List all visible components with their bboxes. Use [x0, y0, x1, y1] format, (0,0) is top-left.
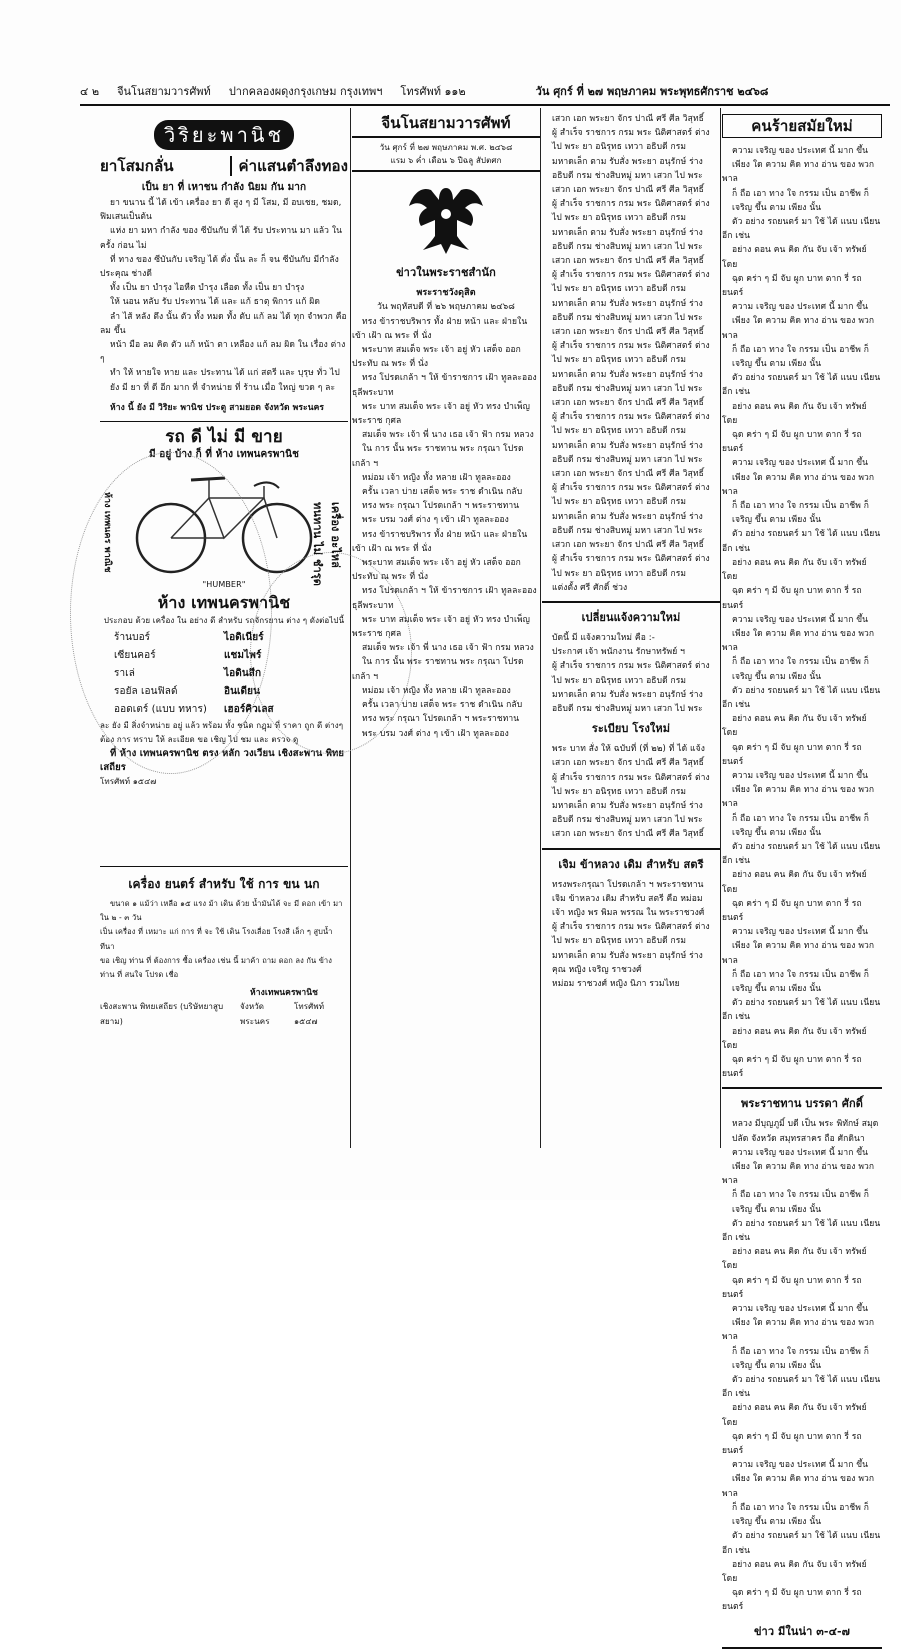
body-line: ยัง มี ยา ที่ ดี อีก มาก ที่ จำหน่าย ที่ ร้าน เมื่อ ใหญ่ ขวด ๆ ละ: [110, 382, 336, 393]
section-body: ทรงพระกรุณา โปรดเกล้า ฯ พระราชทาน: [552, 879, 704, 890]
spec-right: ไอดินสีก: [224, 667, 262, 679]
body-line: ใน การ นั้น พระ ราชทาน พระ กรุณา โปรดเกล้า ฯ: [352, 657, 524, 682]
body-line: อย่าง ตอน คน คิด กัน จับ เจ้า ทรัพย์ โดย: [722, 245, 867, 270]
body-line: เสวก เอก พระยา จักร ปาณี ศรี ศีล วิสุทธิ์: [552, 327, 704, 338]
spec-left: ร้านบอร์: [114, 631, 151, 643]
section-body: หลวง มีบุญภูมิ์ บดี เป็น พระ พิทักษ์ สมุด: [732, 1119, 879, 1130]
section-new-hall: ระเบียบ โรงใหม่: [591, 722, 671, 736]
body-line: ฉุด คร่า ๆ มี จับ ผูก บาท ตาก รี่ รถ ยนตร์: [722, 1275, 862, 1300]
body-line: มหาดเล็ก ตาม รับสั่ง พระยา อนุรักษ์ ร่าง: [552, 440, 703, 451]
body-line: หม่อม เจ้า หญิง ทั้ง หลาย เฝ้า ทูลละออง: [362, 685, 511, 696]
column-divider: [720, 108, 721, 1148]
body-line: ไป พระ ยา อนิรุทธ เทวา อธิบดี กรม: [552, 936, 687, 947]
body-line: เพียง ใด ความ คิด ทาง อ่าน ของ พวกพาล: [722, 1474, 875, 1499]
body-line: ห้าง นี้ ยัง มี วิริยะ พานิช ประตู สามยอด จังหวัด พระนคร: [110, 402, 325, 413]
body-line: อย่าง ตอน คน คิด กัน จับ เจ้า ทรัพย์ โดย: [722, 714, 867, 739]
body-line: ไป พระ ยา อนิรุทธ เทวา อธิบดี กรม: [552, 142, 687, 153]
machine-ad: [100, 866, 348, 1029]
body-line: เสวก เอก พระยา จักร ปาณี ศรี ศีล วิสุทธิ์: [552, 540, 704, 551]
body-line: ผู้ สำเร็จ ราชการ กรม พระ นิติศาสตร์ ต่าง: [552, 661, 710, 672]
body-line: แห่ง ยา มหา กำลัง ของ ซีบันกับ ที่ ได้ รับ ประทาน มา แล้ว ใน ครั้ง ก่อน ไม่: [100, 226, 343, 251]
body-line: ก็ ถือ เอา ทาง ใจ กรรม เป็น อาชีพ ก็: [732, 969, 869, 980]
tagline: เป็น ยา ที่ เหาชน กำลัง นิยม กัน มาก: [141, 182, 307, 193]
body-line: เพียง ใด ความ คิด ทาง อ่าน ของ พวกพาล: [722, 785, 875, 810]
body-line: ความ เจริญ ของ ประเทศ นี้ มาก ขึ้น: [732, 146, 869, 156]
body-line: ฉุด คร่า ๆ มี จับ ผูก บาท ตาก รี่ รถ ยนตร์: [722, 586, 862, 611]
body-line: เพียง ใด ความ คิด ทาง อ่าน ของ พวกพาล: [722, 628, 875, 654]
body-line: ตัว อย่าง รถยนตร์ มา ใช้ ได้ แนบ เนียน อีก เช่น: [722, 217, 881, 242]
body-line: อธิบดี กรม ช่างสิบหมู่ มหา เสวก ไป พระ: [552, 170, 703, 181]
body-line: ความ เจริญ ของ ประเทศ นี้ มาก ขึ้น: [732, 927, 869, 938]
body-line: ลำ ไส้ หลัง ตึง นั้น ตัว ทั้ง หมด ทั้ง ตับ แก้ ลม ได้ ทุก จำพวก คือ ลม ขึ้น: [100, 311, 347, 336]
dateline: วัน พฤหัสบดี ที่ ๒๖ พฤษภาคม ๒๔๖๘: [377, 302, 515, 313]
column-a: [100, 112, 348, 1112]
body-line: ก็ ถือ เอา ทาง ใจ กรรม เป็น อาชีพ ก็: [732, 501, 869, 512]
machine-ad-body: ขอ เชิญ ท่าน ที่ ต้องการ ซื้อ เครื่อง เช่น นี้ มาค้า ถาม ดอก ลง กัน ข้าง: [100, 955, 332, 965]
body-line: ทรง พระ กรุณา โปรดเกล้า ฯ พระราชทาน: [362, 501, 520, 512]
heading-modern-criminals: คนร้ายสมัยใหม่: [722, 114, 882, 138]
bicycle-ad-subtitle: มี อยู่ บ้าง ก็ ที่ ห้าง เทพนครพานิช: [149, 449, 299, 461]
body-line: ผู้ สำเร็จ ราชการ กรม พระ นิติศาสตร์ ต่าง: [552, 922, 710, 933]
section-royal-titles: พระราชทาน บรรดา ศักดิ์: [740, 1097, 864, 1111]
section-royal-attendants: เจิม ข้าหลวง เดิม สำหรับ สตรี: [558, 857, 704, 871]
body-line: ผู้ สำเร็จ ราชการ กรม พระ นิติศาสตร์ ต่าง: [552, 270, 710, 281]
body-line: พระบาท สมเด็จ พระ เจ้า อยู่ หัว เสด็จ ออก ประทับ ณ พระ ที่ นั่ง: [352, 345, 521, 370]
body-line: อธิบดี กรม ช่างสิบหมู่ มหา เสวก ไป พระ: [552, 241, 703, 252]
page-number: ๔ ๒: [80, 85, 100, 98]
body-line: เจริญ ขึ้น ตาม เพียง นั้น: [732, 1204, 822, 1215]
footer-line: คุณ หญิง เจริญ ราชวงศ์: [552, 964, 642, 975]
body-line: ผู้ สำเร็จ ราชการ กรม พระ นิติศาสตร์ ต่าง: [552, 483, 710, 494]
body-line: เสวก เอก พระยา จักร ปาณี ศรี ศีล วิสุทธิ์: [552, 114, 704, 124]
vertical-label-left: ห้าง เทพนคร พาณิช: [102, 492, 113, 573]
body-line: อธิบดี กรม ช่างสิบหมู่ มหา เสวก ไป พระ: [552, 454, 703, 465]
body-line: ความ เจริญ ของ ประเทศ นี้ มาก ขึ้น: [732, 1304, 869, 1315]
body-line: ความ เจริญ ของ ประเทศ นี้ มาก ขึ้น: [732, 302, 869, 313]
machine-ad-phone: โทรศัพท์ ๑๕๔๗: [294, 1002, 325, 1026]
body-line: ตัว อย่าง รถยนตร์ มา ใช้ ได้ แนบ เนียน อีก เช่น: [722, 685, 881, 710]
body-line: ความ เจริญ ของ ประเทศ นี้ มาก ขึ้น: [732, 614, 869, 625]
body-line: ทรง โปรดเกล้า ฯ ให้ ข้าราชการ เฝ้า ทูลละออง ธุลีพระบาท: [352, 373, 537, 398]
body-line: เสวก เอก พระยา จักร ปาณี ศรี ศีล วิสุทธิ์: [552, 185, 704, 196]
spec-left: เซียนคอร์: [114, 649, 156, 661]
footer-line: หม่อม ราชวงศ์ หญิง นิภา รวมไทย: [552, 978, 680, 989]
footer-rule: [722, 1647, 882, 1649]
phone: โทรศัพท์ ๑๑๒: [400, 85, 466, 98]
body-line: ไป พระ ยา อนิรุทธ เทวา อธิบดี กรม: [552, 213, 687, 224]
body-line: เจริญ ขึ้น ตาม เพียง นั้น: [732, 359, 822, 370]
body-line: เจริญ ขึ้น ตาม เพียง นั้น: [732, 827, 822, 838]
garuda-emblem-icon: [401, 180, 491, 260]
machine-ad-title: เครื่อง ยนตร์ สำหรับ ใช้ การ ขน นก: [128, 877, 320, 892]
body-line: ครั้น เวลา บ่าย เสด็จ พระ ราช ดำเนิน กลับ: [362, 700, 523, 711]
paper-date-line-1: วัน ศุกร์ ที่ ๒๗ พฤษภาคม พ.ศ. ๒๔๖๘: [379, 143, 513, 153]
body-line: หม่อม เจ้า หญิง ทั้ง หลาย เฝ้า ทูลละออง: [362, 472, 511, 483]
date: วัน ศุกร์ ที่ ๒๗ พฤษภาคม พระพุทธศักราช ๒๔๖๘: [535, 85, 769, 98]
headline-right: ค่าแสนตำลึงทอง: [230, 156, 348, 176]
paper-date: [352, 138, 540, 172]
body-line: อย่าง ตอน คน คิด กัน จับ เจ้า ทรัพย์ โดย: [722, 401, 867, 426]
body-line: อย่าง ตอน คน คิด กัน จับ เจ้า ทรัพย์ โดย: [722, 1403, 867, 1428]
body-line: เพียง ใด ความ คิด ทาง อ่าน ของ พวกพาล: [722, 316, 875, 341]
bicycle-ad-note: ประกอบ ด้วย เครื่อง ใน อย่าง ดี สำหรับ รถจักรยาน ต่าง ๆ ดังต่อไปนี้: [103, 616, 345, 626]
body-line: ให้ นอน หลับ รับ ประทาน ได้ และ แก้ ธาตุ พิการ แก้ ผิด: [110, 297, 320, 308]
body-line: เพียง ใด ความ คิด ทาง อ่าน ของ พวกพาล: [722, 1162, 875, 1187]
body-line: ก็ ถือ เอา ทาง ใจ กรรม เป็น อาชีพ ก็: [732, 1190, 869, 1201]
machine-ad-body: ท่าน ที่ สนใจ โปรด เชื่อ: [100, 970, 179, 980]
vertical-label-right-1: ทนทาน ไม่ ชำรุด: [311, 502, 325, 587]
body-line: ฉุด คร่า ๆ มี จับ ผูก บาท ตาก รี่ รถ ยนตร์: [722, 1588, 862, 1613]
body-line: ตัว อย่าง รถยนตร์ มา ใช้ ได้ แนบ เนียน อีก เช่น: [722, 998, 881, 1023]
body-line: ตัว อย่าง รถยนตร์ มา ใช้ ได้ แนบ เนียน อีก เช่น: [722, 373, 881, 398]
body-line: ไป พระ ยา อนิรุทธ เทวา อธิบดี กรม: [552, 568, 687, 579]
section-royal-news: ข่าวในพระราชสำนัก: [396, 266, 496, 280]
body-line: สมเด็จ พระ เจ้า พี่ นาง เธอ เจ้า ฟ้า กรม หลวง: [362, 430, 534, 441]
body-line: ไป พระ ยา อนิรุทธ เทวา อธิบดี กรม: [552, 284, 687, 295]
body-line: ผู้ สำเร็จ ราชการ กรม พระ นิติศาสตร์ ต่าง: [552, 128, 710, 139]
subsection-dusit: พระราชวังดุสิต: [416, 288, 476, 299]
body-line: อย่าง ตอน คน คิด กัน จับ เจ้า ทรัพย์ โดย: [722, 1247, 867, 1272]
body-line: ผู้ สำเร็จ ราชการ กรม พระ นิติศาสตร์ ต่าง: [552, 772, 710, 783]
body-line: ฉุด คร่า ๆ มี จับ ผูก บาท ตาก รี่ รถ ยนตร์: [722, 1431, 862, 1457]
section-body: ปลัด จังหวัด สมุทรสาคร ถือ ศักดินา: [732, 1133, 865, 1144]
body-line: มหาดเล็ก ตาม รับสั่ง พระยา อนุรักษ์ ร่าง: [552, 227, 703, 238]
body-line: มหาดเล็ก ตาม รับสั่ง พระยา อนุรักษ์ ร่าง: [552, 369, 703, 380]
column-divider: [540, 108, 541, 1148]
body-line: ครั้น เวลา บ่าย เสด็จ พระ ราช ดำเนิน กลับ: [362, 487, 523, 498]
body-line: ก็ ถือ เอา ทาง ใจ กรรม เป็น อาชีพ ก็: [732, 188, 869, 199]
body-line: ไป พระ ยา อนิรุทธ เทวา อธิบดี กรม: [552, 355, 687, 366]
body-line: เสวก เอก พระยา จักร ปาณี ศรี ศีล วิสุทธิ์: [552, 829, 704, 840]
body-line: พระ บาท สมเด็จ พระ เจ้า อยู่ หัว ทรง บำเพ็ญ พระราช กุศล: [352, 401, 531, 427]
body-line: ฉุด คร่า ๆ มี จับ ผูก บาท ตาก รี่ รถ ยนตร์: [722, 430, 862, 455]
body-line: ก็ ถือ เอา ทาง ใจ กรรม เป็น อาชีพ ก็: [732, 1346, 869, 1357]
body-line: มหาดเล็ก ตาม รับสั่ง พระยา อนุรักษ์ ร่าง: [552, 950, 703, 961]
body-line: เสวก เอก พระยา จักร ปาณี ศรี ศีล วิสุทธิ์: [552, 469, 704, 480]
body-line: อธิบดี กรม ช่างสิบหมู่ มหา เสวก ไป พระ: [552, 525, 703, 536]
column-b: [352, 112, 540, 1132]
headline-row: [100, 156, 348, 176]
machine-ad-address-row: [100, 1000, 348, 1028]
body-line: ไป พระ ยา อนิรุทธ เทวา อธิบดี กรม: [552, 426, 687, 437]
section-body: พระ บาท สั่ง ให้ ฉบับที่ (ที่ ๒๒) ที่ ได้ แจ้ง: [552, 744, 705, 755]
spec-left: ออดเตร์ (แบบ ทหาร): [114, 703, 207, 715]
machine-ad-store: ห้างเทพนครพานิช: [250, 988, 318, 999]
bicycle-ad-footer: ละ ยัง มี สิ่งจำหน่าย อยู่ แล้ว พร้อม ทั้ง ชนิด กฏุม ที่ ราคา ถูก ดี ต่างๆ: [100, 720, 344, 730]
paper-title: จีนโนสยามวารศัพท์: [352, 112, 540, 138]
bicycle-ad: [100, 421, 348, 826]
column-c: [542, 112, 720, 1132]
body-line: สมเด็จ พระ เจ้า พี่ นาง เธอ เจ้า ฟ้า กรม หลวง: [362, 643, 534, 654]
bicycle-ad-footer: ที่ ห้าง เทพนครพานิช ตรง หลัก วงเวียน เชิงสะพาน พิทยเสถียร: [100, 748, 345, 774]
address: ปากคลองผดุงกรุงเกษม กรุงเทพฯ: [228, 85, 383, 98]
paper-date-line-2: แรม ๖ ค่ำ เดือน ๖ ปีฉลู สัปตศก: [390, 156, 502, 166]
body-line: ก็ ถือ เอา ทาง ใจ กรรม เป็น อาชีพ ก็: [732, 657, 869, 668]
body-line: เพียง ใด ความ คิด ทาง อ่าน ของ พวกพาล: [722, 1318, 875, 1343]
body-line: อธิบดี กรม ช่างสิบหมู่ มหา เสวก ไป พระ: [552, 312, 703, 323]
body-line: เสวก เอก พระยา จักร ปาณี ศรี ศีล วิสุทธิ์: [552, 398, 704, 409]
body-line: ก็ ถือ เอา ทาง ใจ กรรม เป็น อาชีพ ก็: [732, 1502, 869, 1513]
body-line: พระ บรม วงศ์ ต่าง ๆ เข้า เฝ้า ทูลละออง: [362, 515, 509, 526]
body-line: เพียง ใด ความ คิด ทาง อ่าน ของ พวกพาล: [722, 472, 875, 497]
body-line: ไป พระ ยา อนิรุทธ เทวา อธิบดี กรม: [552, 786, 687, 797]
section-body: เจิม ข้าหลวง เดิม สำหรับ สตรี คือ หม่อม: [552, 893, 703, 904]
store-name: ห้าง เทพนครพานิช: [157, 593, 291, 613]
body-line: ตัว อย่าง รถยนตร์ มา ใช้ ได้ แนบ เนียน อีก เช่น: [722, 1375, 881, 1400]
body-line: อย่าง ตอน คน คิด กัน จับ เจ้า ทรัพย์ โดย: [722, 1559, 867, 1584]
body-line: ยา ขนาน นี้ ได้ เข้า เครื่อง ยา ดี สูง ๆ มี โสม, มี อบเชย, ชมด, ฟิมเสนเป็นต้น: [100, 198, 342, 223]
body-line: เจริญ ขึ้น ตาม เพียง นั้น: [732, 1517, 822, 1528]
body-line: ตัว อย่าง รถยนตร์ มา ใช้ ได้ แนบ เนียน อีก เช่น: [722, 841, 881, 867]
body-line: ก็ ถือ เอา ทาง ใจ กรรม เป็น อาชีพ ก็: [732, 813, 869, 824]
body-line: ทั้ง เป็น ยา บำรุง ไอหืด บำรุง เลือด ทั้ง เป็น ยา บำรุง: [110, 283, 305, 294]
masthead-rule: [80, 104, 890, 106]
body-line: อย่าง ตอน คน คิด กัน จับ เจ้า ทรัพย์ โดย: [722, 557, 867, 583]
body-line: มหาดเล็ก ตาม รับสั่ง พระยา อนุรักษ์ ร่าง: [552, 800, 703, 811]
section-body: เจ้า หญิง พร พิมล พรรณ ใน พระราชวงศ์: [552, 907, 705, 918]
body-line: ผู้ สำเร็จ ราชการ กรม พระ นิติศาสตร์ ต่าง: [552, 554, 710, 565]
body-line: ทรง โปรดเกล้า ฯ ให้ ข้าราชการ เฝ้า ทูลละออง ธุลีพระบาท: [352, 586, 537, 611]
body-line: ตัว อย่าง รถยนตร์ มา ใช้ ได้ แนบ เนียน อีก เช่น: [722, 1531, 881, 1556]
banner-viriyapanich: วิริยะพานิช: [154, 120, 294, 150]
body-line: มหาดเล็ก ตาม รับสั่ง พระยา อนุรักษ์ ร่าง: [552, 156, 703, 167]
body-line: มหาดเล็ก ตาม รับสั่ง พระยา อนุรักษ์ ร่าง: [552, 511, 703, 522]
bicycle-ad-phone: โทรศัพท์ ๑๕๔๗: [100, 777, 157, 787]
body-line: ความ เจริญ ของ ประเทศ นี้ มาก ขึ้น: [732, 1147, 869, 1158]
body-line: อย่าง ตอน คน คิด กัน จับ เจ้า ทรัพย์ โดย: [722, 1026, 867, 1051]
body-line: เจริญ ขึ้น ตาม เพียง นั้น: [732, 515, 822, 526]
body-line: เจริญ ขึ้น ตาม เพียง นั้น: [732, 671, 822, 682]
body-line: หน้า มือ ลม คิด ตัว แก้ หน้า ตา เหลือง แก้ ลม ผิด ใน เรื่อง ต่าง ๆ: [100, 340, 346, 365]
body-line: ทำ ให้ หายใจ หาย และ ประทาน ได้ แก่ สตรี และ บุรุษ ทั่ว ไป: [110, 368, 340, 379]
spec-left: รอยัล เอนฟิลด์: [114, 685, 178, 697]
spec-right: อินเดียน: [224, 685, 261, 697]
body-line: ตัว อย่าง รถยนตร์ มา ใช้ ได้ แนบ เนียน อีก เช่น: [722, 529, 881, 554]
body-line: พระ บาท สมเด็จ พระ เจ้า อยู่ หัว ทรง บำเพ็ญ พระราช กุศล: [352, 614, 531, 640]
body-line: ผู้ สำเร็จ ราชการ กรม พระ นิติศาสตร์ ต่าง: [552, 199, 710, 210]
continued-footer: ข่าว มีในน่า ๓-๔-๗: [753, 1624, 851, 1638]
body-line: มหาดเล็ก ตาม รับสั่ง พระยา อนุรักษ์ ร่าง: [552, 689, 703, 700]
machine-ad-body: ขนาด ๑ แม้ว่า เหลือ ๑๕ แรง ม้า เดิน ด้วย น้ำมันได้ จะ มี ดอก เข้า มา ใน ๒ - ๓ วัน: [100, 899, 343, 923]
vertical-label-right-2: เครื่อง อะไหล่: [329, 502, 343, 569]
body-line: อธิบดี กรม ช่างสิบหมู่ มหา เสวก ไป พระ: [552, 703, 703, 714]
machine-ad-body: เป็น เครื่อง ที่ เหมาะ แก่ การ ที่ จะ ใช้ เดิน โรงเลื่อย โรงสี เล็ก ๆ สูบน้ำ ทีนา: [100, 927, 333, 951]
bicycle-brand: "HUMBER": [202, 580, 246, 590]
machine-ad-address: เชิงสะพาน พิทยเสถียร (บริษัทยาสูบสยาม): [100, 1002, 224, 1026]
paper-name: จีนโนสยามวารศัพท์: [117, 85, 211, 98]
spec-right: ไอดิเนียร์: [224, 631, 264, 643]
body-line: ผู้ สำเร็จ ราชการ กรม พระ นิติศาสตร์ ต่าง: [552, 412, 710, 423]
bicycle-ad-footer: ต้อง การ ทราบ ให้ ละเอียด ขอ เชิญ ไป ชม และ ตรวจ ดู: [100, 734, 299, 744]
bicycle-ad-title: รถ ดี ไม่ มี ขาย: [165, 427, 283, 448]
body-line: เจริญ ขึ้น ตาม เพียง นั้น: [732, 202, 822, 213]
spec-right: แชมไพร์: [224, 649, 262, 661]
body-line: เสวก เอก พระยา จักร ปาณี ศรี ศีล วิสุทธิ์: [552, 256, 704, 267]
body-line: อย่าง ตอน คน คิด กัน จับ เจ้า ทรัพย์ โดย: [722, 870, 867, 895]
spec-left: ราเล่: [114, 667, 135, 679]
body-line: ตัว อย่าง รถยนตร์ มา ใช้ ได้ แนบ เนียน อีก เช่น: [722, 1218, 881, 1244]
section-rule: [722, 1087, 882, 1089]
spec-right: เฮอร์คิวเลส: [224, 703, 274, 715]
headline-left: ยาโสมกลั่น: [100, 157, 174, 175]
masthead: [80, 80, 810, 102]
body-line: เสวก เอก พระยา จักร ปาณี ศรี ศีล วิสุทธิ์: [552, 758, 704, 769]
body-line: อธิบดี กรม ช่างสิบหมู่ มหา เสวก ไป พระ: [552, 383, 703, 394]
body-line: มหาดเล็ก ตาม รับสั่ง พระยา อนุรักษ์ ร่าง: [552, 298, 703, 309]
body-line: ทรง ข้าราชบริพาร ทั้ง ฝ่าย หน้า และ ฝ่ายใน เข้า เฝ้า ณ พระ ที่ นั่ง: [352, 316, 528, 341]
body-line: ทรง พระ กรุณา โปรดเกล้า ฯ พระราชทาน: [362, 714, 520, 725]
body-line: ที่ ทาง ของ ซีบันกับ เจริญ ได้ ดั่ง นั้น ละ ก็ จน ซีบันกับ มีกำลัง ประคุณ ช่างดี: [100, 254, 339, 280]
section-item: ประกาศ เจ้า พนักงาน รักษาทรัพย์ ฯ: [552, 647, 686, 658]
body-line: ฉุด คร่า ๆ มี จับ ผูก บาท ตาก รี่ รถ ยนตร์: [722, 742, 862, 767]
body-line: เจริญ ขึ้น ตาม เพียง นั้น: [732, 1360, 822, 1371]
body-line: ความ เจริญ ของ ประเทศ นี้ มาก ขึ้น: [732, 770, 869, 781]
body-line: ทรง ข้าราชบริพาร ทั้ง ฝ่าย หน้า และ ฝ่ายใน เข้า เฝ้า ณ พระ ที่ นั่ง: [352, 529, 528, 554]
section-intro: บัดนี้ มี แจ้งความใหม่ คือ :-: [552, 632, 655, 643]
body-line: ความ เจริญ ของ ประเทศ นี้ มาก ขึ้น: [732, 1460, 869, 1471]
body-line: ฉุด คร่า ๆ มี จับ ผูก บาท ตาก รี่ รถ ยนตร์: [722, 273, 862, 299]
machine-ad-city: จังหวัด พระนคร: [240, 1002, 270, 1026]
body-line: เพียง ใด ความ คิด ทาง อ่าน ของ พวกพาล: [722, 160, 875, 185]
body-line: ใน การ นั้น พระ ราชทาน พระ กรุณา โปรดเกล้า ฯ: [352, 444, 524, 469]
section-rule: [542, 601, 720, 603]
body-line: อธิบดี กรม ช่างสิบหมู่ มหา เสวก ไป พระ: [552, 815, 703, 826]
body-line: ผู้ สำเร็จ ราชการ กรม พระ นิติศาสตร์ ต่าง: [552, 341, 710, 352]
body-line: เพียง ใด ความ คิด ทาง อ่าน ของ พวกพาล: [722, 941, 875, 966]
section-new-notice: เปลี่ยนแจ้งความใหม่: [581, 610, 681, 624]
body-line: เจริญ ขึ้น ตาม เพียง นั้น: [732, 983, 822, 994]
body-line: ไป พระ ยา อนิรุทธ เทวา อธิบดี กรม: [552, 675, 687, 686]
body-line: ฉุด คร่า ๆ มี จับ ผูก บาท ตาก รี่ รถ ยนตร์: [722, 898, 862, 923]
body-line: ไป พระ ยา อนิรุทธ เทวา อธิบดี กรม: [552, 497, 687, 508]
body-line: พระ บรม วงศ์ ต่าง ๆ เข้า เฝ้า ทูลละออง: [362, 728, 509, 739]
divider-note: แต่งตั้ง ศรี ศักดิ์ ช่วง: [552, 582, 628, 593]
section-rule: [542, 848, 720, 850]
column-d: [722, 112, 882, 1638]
body-line: พระบาท สมเด็จ พระ เจ้า อยู่ หัว เสด็จ ออก ประทับ ณ พระ ที่ นั่ง: [352, 558, 521, 583]
body-line: ฉุด คร่า ๆ มี จับ ผูก บาท ตาก รี่ รถ ยนตร์: [722, 1055, 862, 1080]
body-line: ก็ ถือ เอา ทาง ใจ กรรม เป็น อาชีพ ก็: [732, 344, 869, 355]
body-line: ความ เจริญ ของ ประเทศ นี้ มาก ขึ้น: [732, 458, 869, 469]
